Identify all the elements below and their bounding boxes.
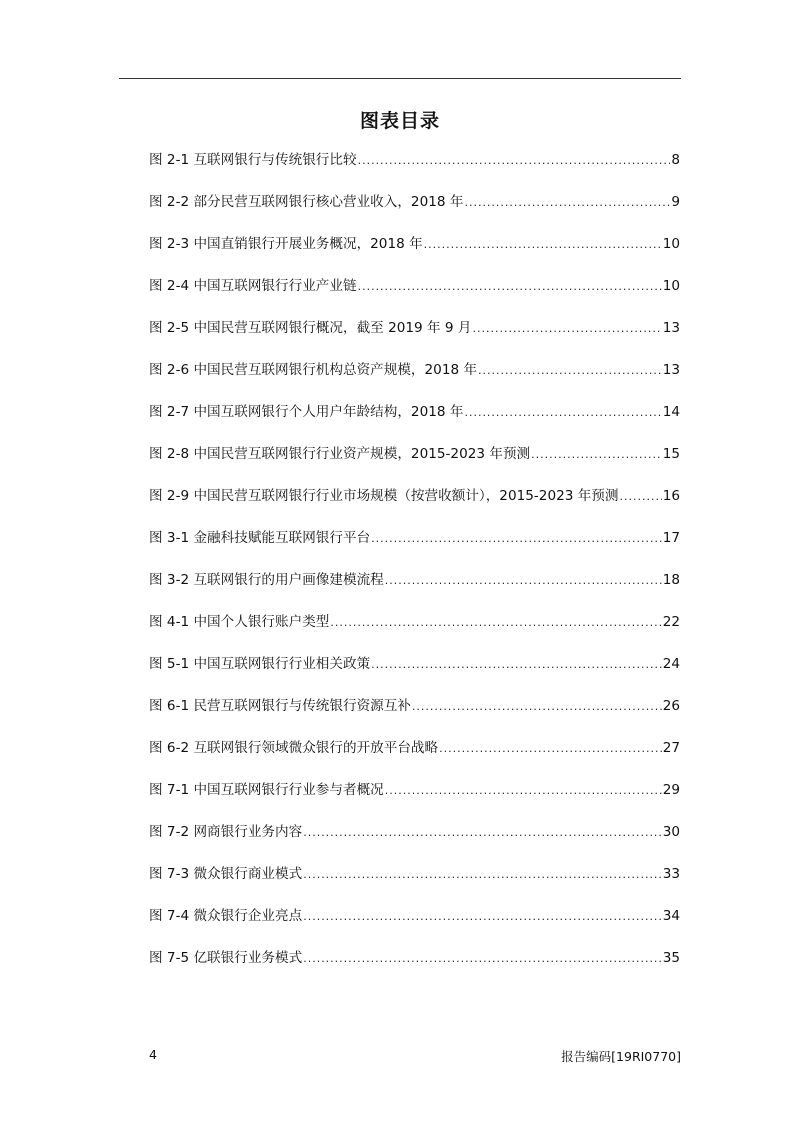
- toc-entry-label: 图 7-3 微众银行商业模式: [149, 866, 303, 882]
- toc-entry[interactable]: [149, 738, 680, 780]
- toc-entry[interactable]: [149, 570, 680, 612]
- report-code: 报告编码[19RI0770]: [561, 1049, 681, 1064]
- toc-entry-page: 29: [662, 782, 680, 798]
- toc-entry-page: 13: [662, 320, 680, 336]
- toc-entry-label: 图 6-1 民营互联网银行与传统银行资源互补: [149, 698, 411, 714]
- dot-leader: [303, 823, 661, 843]
- toc-entry-page: 10: [662, 236, 680, 252]
- dot-leader: [472, 319, 661, 339]
- figure-list: [149, 150, 680, 990]
- toc-entry-page: 35: [662, 950, 680, 966]
- toc-entry-label: 图 2-1 互联网银行与传统银行比较: [149, 152, 357, 168]
- toc-entry[interactable]: [149, 864, 680, 906]
- dot-leader: [412, 697, 662, 717]
- dot-leader: [371, 529, 662, 549]
- toc-entry-label: 图 3-2 互联网银行的用户画像建模流程: [149, 572, 384, 588]
- toc-entry-page: 9: [671, 194, 680, 210]
- toc-entry[interactable]: [149, 234, 680, 276]
- toc-entry-label: 图 3-1 金融科技赋能互联网银行平台: [149, 530, 371, 546]
- toc-entry-label: 图 6-2 互联网银行领域微众银行的开放平台战略: [149, 740, 439, 756]
- page-title: 图表目录: [359, 110, 440, 132]
- toc-entry-page: 22: [662, 614, 680, 630]
- toc-entry[interactable]: [149, 654, 680, 696]
- dot-leader: [620, 487, 662, 507]
- dot-leader: [371, 655, 662, 675]
- toc-entry-page: 34: [662, 908, 680, 924]
- dot-leader: [330, 613, 661, 633]
- toc-entry-label: 图 7-4 微众银行企业亮点: [149, 908, 303, 924]
- dot-leader: [303, 865, 661, 885]
- toc-entry-page: 24: [662, 656, 680, 672]
- dot-leader: [385, 781, 662, 801]
- toc-entry[interactable]: [149, 444, 680, 486]
- toc-entry-page: 18: [662, 572, 680, 588]
- toc-entry[interactable]: [149, 150, 680, 192]
- toc-entry-page: 13: [662, 362, 680, 378]
- toc-entry-label: 图 2-4 中国互联网银行行业产业链: [149, 278, 357, 294]
- toc-entry-label: 图 2-7 中国互联网银行个人用户年龄结构，2018 年: [149, 404, 464, 420]
- dot-leader: [385, 571, 662, 591]
- dot-leader: [358, 151, 671, 171]
- toc-entry[interactable]: [149, 192, 680, 234]
- toc-entry-label: 图 2-6 中国民营互联网银行机构总资产规模，2018 年: [149, 362, 478, 378]
- toc-entry[interactable]: [149, 486, 680, 528]
- toc-entry[interactable]: [149, 276, 680, 318]
- dot-leader: [424, 235, 662, 255]
- dot-leader: [531, 445, 662, 465]
- toc-entry[interactable]: [149, 318, 680, 360]
- dot-leader: [478, 361, 662, 381]
- toc-entry[interactable]: [149, 402, 680, 444]
- toc-entry-page: 27: [662, 740, 680, 756]
- dot-leader: [439, 739, 662, 759]
- dot-leader: [358, 277, 662, 297]
- toc-entry-label: 图 7-1 中国互联网银行行业参与者概况: [149, 782, 384, 798]
- toc-entry[interactable]: [149, 822, 680, 864]
- toc-entry[interactable]: [149, 780, 680, 822]
- toc-entry-page: 16: [662, 488, 680, 504]
- toc-entry[interactable]: [149, 360, 680, 402]
- toc-entry[interactable]: [149, 528, 680, 570]
- page-number: 4: [149, 1047, 157, 1062]
- toc-entry[interactable]: [149, 948, 680, 990]
- toc-entry-label: 图 7-5 亿联银行业务模式: [149, 950, 303, 966]
- dot-leader: [303, 907, 661, 927]
- toc-entry-label: 图 2-3 中国直销银行开展业务概况，2018 年: [149, 236, 423, 252]
- toc-entry-page: 30: [662, 824, 680, 840]
- dot-leader: [303, 949, 661, 969]
- toc-entry[interactable]: [149, 612, 680, 654]
- toc-entry-label: 图 2-9 中国民营互联网银行行业市场规模（按营收额计），2015-2023 年预测: [149, 488, 619, 504]
- toc-entry[interactable]: [149, 696, 680, 738]
- toc-entry-page: 33: [662, 866, 680, 882]
- toc-entry-label: 图 2-5 中国民营互联网银行概况，截至 2019 年 9 月: [149, 320, 472, 336]
- header-rule: [119, 78, 681, 79]
- dot-leader: [464, 193, 670, 213]
- toc-entry-page: 17: [662, 530, 680, 546]
- toc-entry-page: 10: [662, 278, 680, 294]
- toc-entry-label: 图 2-8 中国民营互联网银行行业资产规模，2015-2023 年预测: [149, 446, 531, 462]
- toc-entry-label: 图 7-2 网商银行业务内容: [149, 824, 303, 840]
- toc-entry-page: 8: [671, 152, 680, 168]
- toc-entry-page: 26: [662, 698, 680, 714]
- toc-entry-page: 15: [662, 446, 680, 462]
- toc-entry-label: 图 2-2 部分民营互联网银行核心营业收入，2018 年: [149, 194, 464, 210]
- toc-entry-label: 图 4-1 中国个人银行账户类型: [149, 614, 330, 630]
- toc-entry-page: 14: [662, 404, 680, 420]
- toc-entry[interactable]: [149, 906, 680, 948]
- toc-entry-label: 图 5-1 中国互联网银行行业相关政策: [149, 656, 371, 672]
- dot-leader: [464, 403, 661, 423]
